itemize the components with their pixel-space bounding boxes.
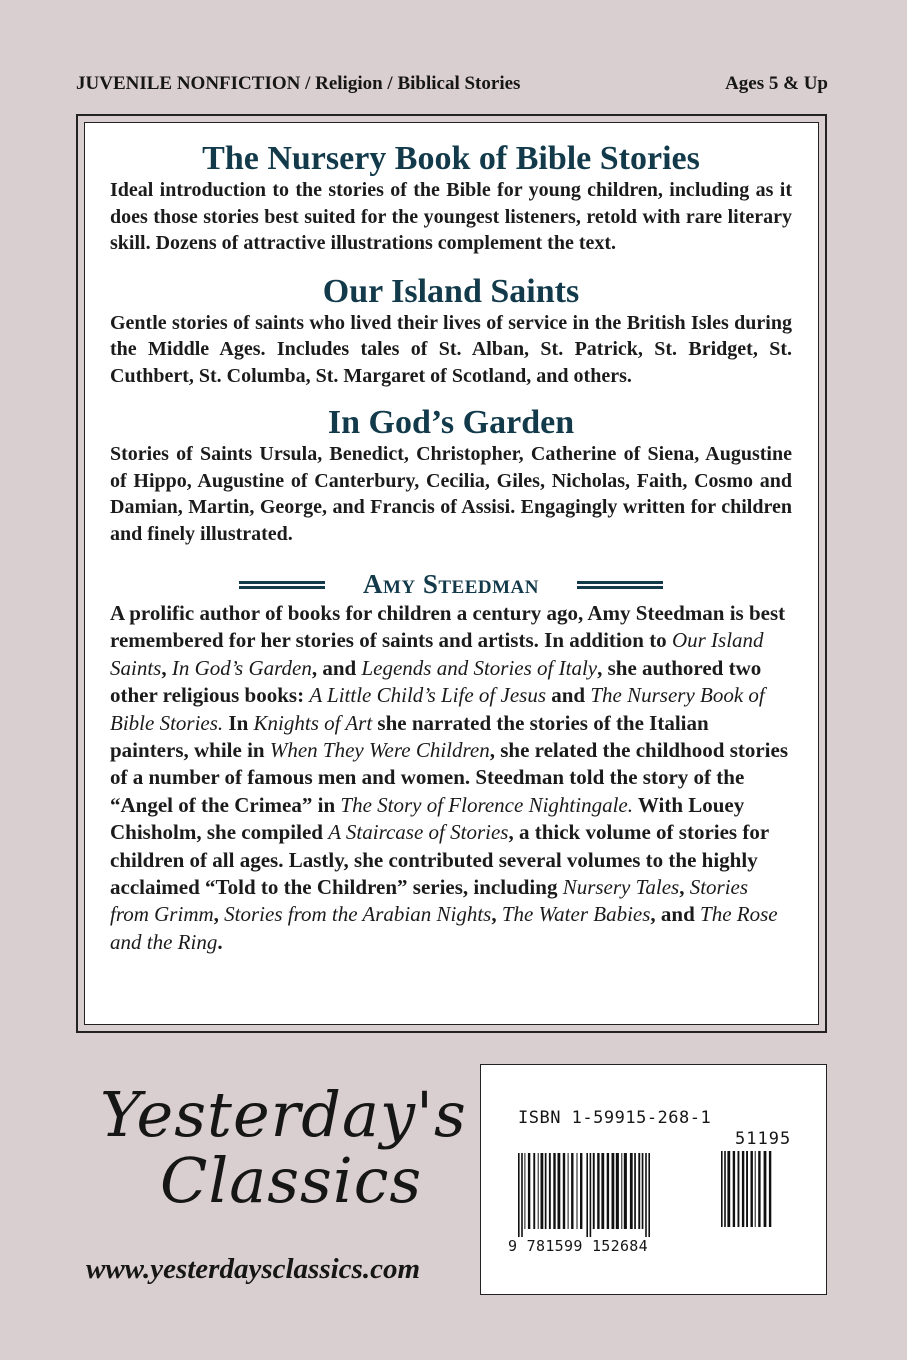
publisher-logo: [100, 1078, 467, 1217]
bar: [553, 1153, 555, 1229]
bio-title-italic: When They Were Children: [269, 738, 490, 763]
bio-title-italic: In God’s Garden: [171, 655, 312, 680]
book-title-nursery: The Nursery Book of Bible Stories: [202, 140, 700, 177]
bar: [630, 1153, 633, 1229]
barcode-number: 9 781599 152684: [508, 1237, 648, 1255]
bar: [558, 1153, 561, 1229]
barcode-box: [480, 1064, 827, 1295]
bar: [524, 1153, 525, 1229]
bio-text: In: [223, 710, 254, 735]
bio-title-italic: A Little Child’s Life of Jesus: [309, 683, 546, 708]
age-range: Ages 5 & Up: [725, 73, 828, 94]
bio-text: With Louey Chisholm, she compiled: [110, 792, 745, 845]
bio-text: ,: [161, 655, 172, 680]
bar: [545, 1153, 547, 1229]
bio-title-italic: The Story of Florence Nightingale.: [340, 792, 633, 817]
guard-bar: [518, 1153, 520, 1237]
bio-text: ,: [491, 902, 502, 927]
guard-bar: [645, 1153, 647, 1237]
category-label: JUVENILE NONFICTION / Religion / Biblical Stories: [76, 73, 521, 94]
bar: [616, 1153, 619, 1229]
isbn-text: ISBN 1-59915-268-1: [518, 1108, 712, 1128]
bar: [597, 1153, 599, 1229]
book-description-nursery: Ideal introduction to the stories of the Bible for young children, including as it does those stories best suited for the youngest listeners, retold with rare literary skill. Dozens of attractive illustrations complement the text.: [110, 179, 792, 254]
bar: [642, 1153, 644, 1229]
bar: [751, 1151, 753, 1227]
book-description-island-saints: Gentle stories of saints who lived their lives of service in the British Isles during the Middle Ages. Includes tales of St. Alban, St. Patrick, St. Bridget, St. Cuthbert, St. Columba, St. Margaret of Scotland, and others.: [110, 311, 792, 387]
bio-text: , she related the childhood stories of a number of famous men and women. Steedman told the story of the “Angel of the Crimea” in: [110, 738, 789, 817]
bio-text: ,: [679, 875, 690, 900]
bar: [533, 1153, 535, 1229]
bar: [638, 1153, 640, 1229]
bar: [742, 1151, 744, 1227]
bar: [755, 1151, 756, 1227]
bar: [580, 1153, 582, 1229]
bio-title-italic: Stories from the Arabian Nights: [224, 902, 492, 927]
bar: [738, 1151, 740, 1227]
author-biography: [110, 600, 792, 956]
left-ornament-rule: [239, 581, 325, 589]
bio-text: , she authored two other religious books:: [110, 655, 762, 708]
bar: [571, 1153, 573, 1229]
bio-text: A prolific author of books for children a century ago, Amy Steedman is best remembered for her stories of saints and artists. In addition to: [110, 601, 786, 653]
bio-title-italic: The Nursery Book of Bible Stories.: [110, 683, 765, 735]
bio-text: , a thick volume of stories for children of all ages. Lastly, she contributed several volumes to the highly acclaimed “Told to the Children” series, including: [110, 820, 769, 900]
book-title-gods-garden: In God’s Garden: [327, 404, 575, 441]
bio-text: .: [217, 929, 223, 954]
guard-bar: [586, 1153, 588, 1237]
content-panel: [84, 122, 819, 1025]
bio-title-italic: A Staircase of Stories: [328, 820, 509, 845]
guard-bar: [721, 1151, 723, 1227]
bar: [746, 1151, 748, 1227]
bio-text: , and: [650, 902, 701, 927]
bar: [624, 1153, 627, 1229]
bar: [727, 1151, 730, 1227]
bar: [577, 1153, 578, 1229]
bio-title-italic: The Rose and the Ring: [110, 902, 778, 954]
ean-barcode: [518, 1153, 718, 1237]
bar: [764, 1151, 767, 1227]
bio-text: ,: [213, 902, 225, 927]
bar: [601, 1153, 604, 1229]
price-code: 51195: [735, 1129, 792, 1149]
price-barcode: [721, 1151, 789, 1231]
book-title-island-saints: Our Island Saints: [322, 272, 580, 310]
guard-bar: [648, 1153, 650, 1237]
bio-title-italic: Legends and Stories of Italy: [361, 655, 598, 680]
guard-bar: [521, 1153, 523, 1237]
publisher-name-line2: Classics: [160, 1144, 423, 1217]
guard-bar: [590, 1153, 592, 1237]
bar: [621, 1153, 622, 1229]
bio-title-italic: Nursery Tales: [562, 875, 680, 900]
bio-text: , and: [311, 655, 362, 680]
bar: [607, 1153, 609, 1229]
author-heading: [110, 569, 792, 600]
bio-title-italic: Knights of Art: [253, 710, 373, 735]
publisher-url[interactable]: www.yesterdaysclassics.com: [86, 1253, 420, 1285]
bar: [541, 1153, 544, 1229]
bio-title-italic: Stories from Grimm: [110, 875, 749, 927]
bar: [634, 1153, 636, 1229]
bar: [528, 1153, 530, 1229]
bar: [733, 1151, 735, 1227]
right-ornament-rule: [577, 581, 663, 589]
bar: [758, 1151, 760, 1227]
bar: [568, 1153, 569, 1229]
bar: [538, 1153, 539, 1229]
bar: [593, 1153, 595, 1229]
publisher-name-line1: Yesterday's: [100, 1078, 467, 1151]
bar: [549, 1153, 551, 1229]
bio-text: she narrated the stories of the Italian painters, while in: [110, 710, 709, 763]
bar: [612, 1153, 615, 1229]
book-description-gods-garden: Stories of Saints Ursula, Benedict, Christopher, Catherine of Siena, Augustine of Hippo, Augustine of Canterbury, Cecilia, Giles, Nicholas, Faith, Cosmo and Damian, Martin, George, and Francis of Assisi. Engagingly written for children and finely illustrated.: [110, 443, 792, 545]
content-frame: [76, 114, 827, 1033]
bio-title-italic: Our Island Saints: [110, 628, 764, 680]
bar: [769, 1151, 771, 1227]
bar: [563, 1153, 565, 1229]
bio-text: and: [546, 683, 591, 708]
guard-bar: [724, 1151, 726, 1227]
bio-title-italic: The Water Babies: [501, 902, 651, 927]
author-name: Amy Steedman: [362, 569, 540, 599]
category-header: [76, 73, 828, 95]
